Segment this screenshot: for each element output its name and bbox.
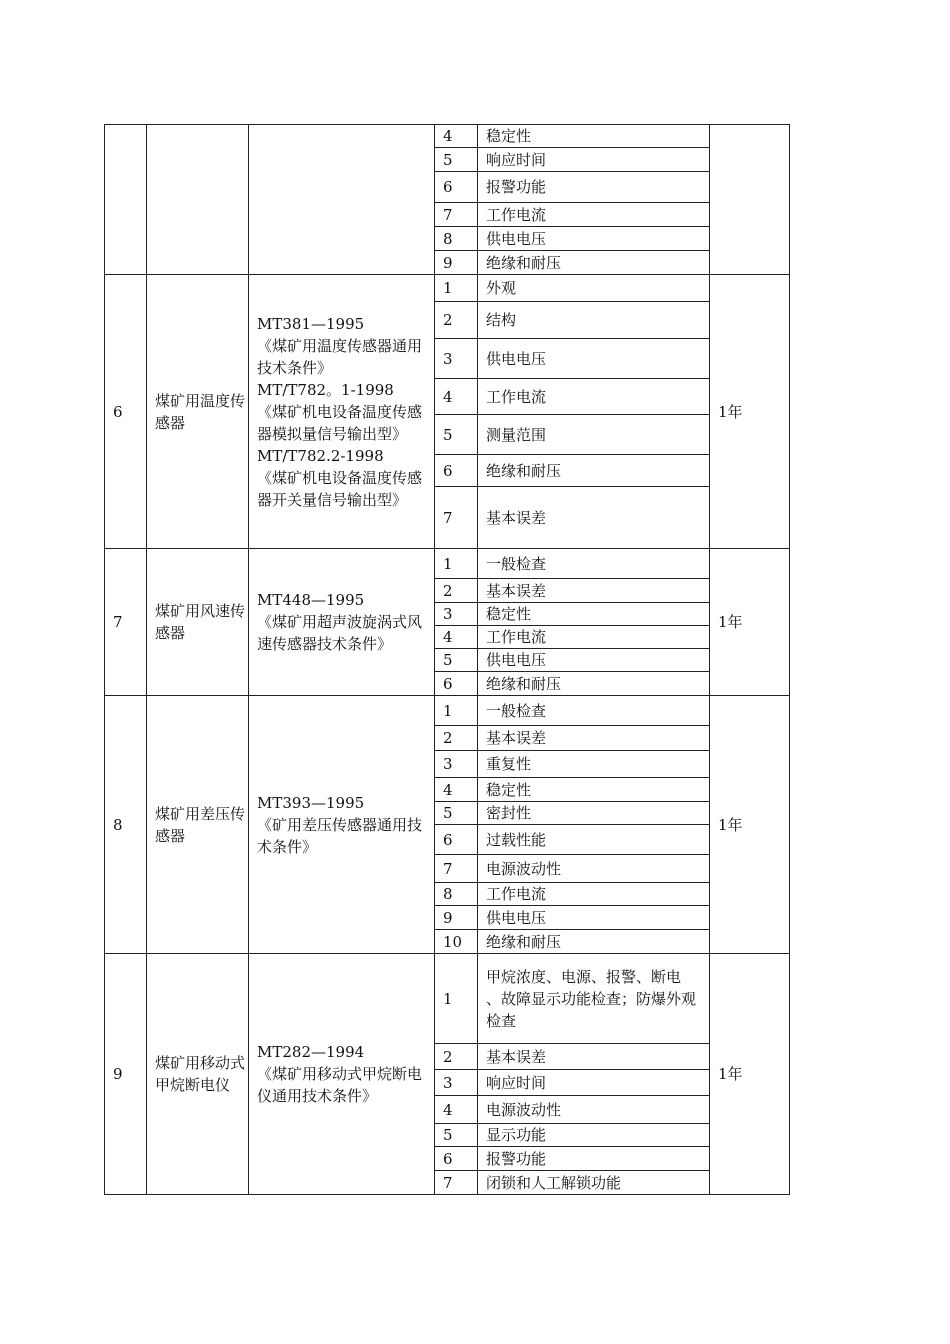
standard-line: 《煤矿用移动式甲烷断电仪通用技术条件》: [257, 1065, 423, 1105]
item-label-cell: 稳定性: [478, 603, 710, 626]
device-name-cell: 煤矿用移动式甲烷断电仪: [147, 954, 249, 1195]
item-index-cell: 5: [435, 148, 478, 172]
item-index-cell: 6: [435, 672, 478, 696]
item-index-cell: 7: [435, 1171, 478, 1195]
device-name-cell: 煤矿用温度传感器: [147, 275, 249, 549]
item-index-cell: 7: [435, 855, 478, 883]
inspection-standards-table: [104, 124, 790, 1195]
item-label-cell: 响应时间: [478, 148, 710, 172]
item-label-cell: 密封性: [478, 802, 710, 825]
item-label-cell: 工作电流: [478, 626, 710, 649]
item-index-cell: 1: [435, 696, 478, 726]
item-index-cell: 3: [435, 339, 478, 379]
item-index-cell: 5: [435, 1124, 478, 1147]
item-index-cell: 9: [435, 251, 478, 275]
item-index-cell: 8: [435, 883, 478, 906]
item-label-cell: 一般检查: [478, 696, 710, 726]
device-number-cell: [105, 125, 147, 275]
standard-line: MT448—1995: [257, 591, 365, 609]
device-number-cell: 8: [105, 696, 147, 954]
standard-line: MT393—1995: [257, 793, 365, 812]
item-label-cell: 一般检查: [478, 549, 710, 579]
standard-cell: [249, 275, 435, 549]
standard-line: MT/T782.2-1998: [257, 446, 384, 465]
item-index-cell: 1: [435, 275, 478, 302]
item-label-cell: 重复性: [478, 751, 710, 778]
item-index-cell: 9: [435, 906, 478, 930]
item-index-cell: 2: [435, 579, 478, 603]
item-index-cell: 5: [435, 415, 478, 455]
item-index-cell: 7: [435, 203, 478, 227]
standard-cell: [249, 549, 435, 696]
table-row: [105, 549, 790, 579]
item-index-cell: 1: [435, 549, 478, 579]
item-label-cell: 基本误差: [478, 1044, 710, 1070]
item-label-cell: 显示功能: [478, 1124, 710, 1147]
inspection-cycle-cell: 1年: [710, 549, 790, 696]
item-label-cell: 测量范围: [478, 415, 710, 455]
standard-line: 《煤矿机电设备温度传感器开关量信号输出型》: [257, 468, 423, 509]
item-label-cell: 结构: [478, 302, 710, 339]
item-index-cell: 2: [435, 726, 478, 751]
item-label-cell: 电源波动性: [478, 855, 710, 883]
item-label-cell: 绝缘和耐压: [478, 455, 710, 487]
item-index-cell: 6: [435, 825, 478, 855]
item-index-cell: 4: [435, 379, 478, 415]
device-number-cell: 9: [105, 954, 147, 1195]
standard-line: 《矿用差压传感器通用技术条件》: [257, 815, 423, 856]
table-row: [105, 125, 790, 148]
item-label-cell: 基本误差: [478, 579, 710, 603]
item-label-cell: 报警功能: [478, 172, 710, 203]
item-index-cell: 3: [435, 603, 478, 626]
item-label-cell: 过载性能: [478, 825, 710, 855]
table-row: [105, 954, 790, 1044]
item-label-cell: 绝缘和耐压: [478, 930, 710, 954]
item-index-cell: 3: [435, 751, 478, 778]
standard-line: MT/T782。1-1998: [257, 380, 394, 399]
standard-line: MT381—1995: [257, 314, 365, 333]
standard-line: 《煤矿用温度传感器通用技术条件》: [257, 336, 423, 377]
inspection-cycle-cell: [710, 125, 790, 275]
standard-line: 《煤矿用超声波旋涡式风速传感器技术条件》: [257, 613, 423, 653]
device-number-cell: 6: [105, 275, 147, 549]
standard-line: 《煤矿机电设备温度传感器模拟量信号输出型》: [257, 402, 423, 443]
item-index-cell: 4: [435, 778, 478, 802]
item-index-cell: 3: [435, 1070, 478, 1096]
item-index-cell: 5: [435, 649, 478, 672]
item-index-cell: 4: [435, 626, 478, 649]
item-label-cell: 绝缘和耐压: [478, 672, 710, 696]
table-row: [105, 696, 790, 726]
item-label-cell: 供电电压: [478, 649, 710, 672]
item-index-cell: 2: [435, 1044, 478, 1070]
inspection-cycle-cell: 1年: [710, 954, 790, 1195]
device-number-cell: 7: [105, 549, 147, 696]
item-label-cell: 电源波动性: [478, 1096, 710, 1124]
item-index-cell: 8: [435, 227, 478, 251]
item-index-cell: 10: [435, 930, 478, 954]
item-label-cell: 响应时间: [478, 1070, 710, 1096]
item-index-cell: 6: [435, 172, 478, 203]
standard-cell: [249, 125, 435, 275]
item-label-cell: 供电电压: [478, 906, 710, 930]
item-label-cell: 工作电流: [478, 883, 710, 906]
item-label-cell: 外观: [478, 275, 710, 302]
device-name-cell: 煤矿用风速传感器: [147, 549, 249, 696]
item-index-cell: 6: [435, 1147, 478, 1171]
item-label-cell: 报警功能: [478, 1147, 710, 1171]
item-label-cell: 基本误差: [478, 487, 710, 549]
item-label-cell: 工作电流: [478, 203, 710, 227]
item-label-cell: 基本误差: [478, 726, 710, 751]
item-index-cell: 4: [435, 125, 478, 148]
device-name-cell: 煤矿用差压传感器: [147, 696, 249, 954]
item-index-cell: 4: [435, 1096, 478, 1124]
item-index-cell: 1: [435, 954, 478, 1044]
table-row: [105, 275, 790, 302]
item-label-cell: 稳定性: [478, 125, 710, 148]
standard-line: MT282—1994: [257, 1043, 365, 1061]
item-index-cell: 2: [435, 302, 478, 339]
item-index-cell: 7: [435, 487, 478, 549]
item-label-cell: 供电电压: [478, 227, 710, 251]
inspection-cycle-cell: 1年: [710, 696, 790, 954]
device-name-cell: [147, 125, 249, 275]
item-label-cell: 稳定性: [478, 778, 710, 802]
item-label-cell: 供电电压: [478, 339, 710, 379]
item-label-cell: 甲烷浓度、电源、报警、断电 、故障显示功能检查；防爆外观检查: [478, 954, 710, 1044]
item-label-cell: 闭锁和人工解锁功能: [478, 1171, 710, 1195]
standard-cell: [249, 696, 435, 954]
item-label-cell: 工作电流: [478, 379, 710, 415]
item-index-cell: 6: [435, 455, 478, 487]
inspection-cycle-cell: 1年: [710, 275, 790, 549]
item-label-cell: 绝缘和耐压: [478, 251, 710, 275]
item-index-cell: 5: [435, 802, 478, 825]
standard-cell: [249, 954, 435, 1195]
